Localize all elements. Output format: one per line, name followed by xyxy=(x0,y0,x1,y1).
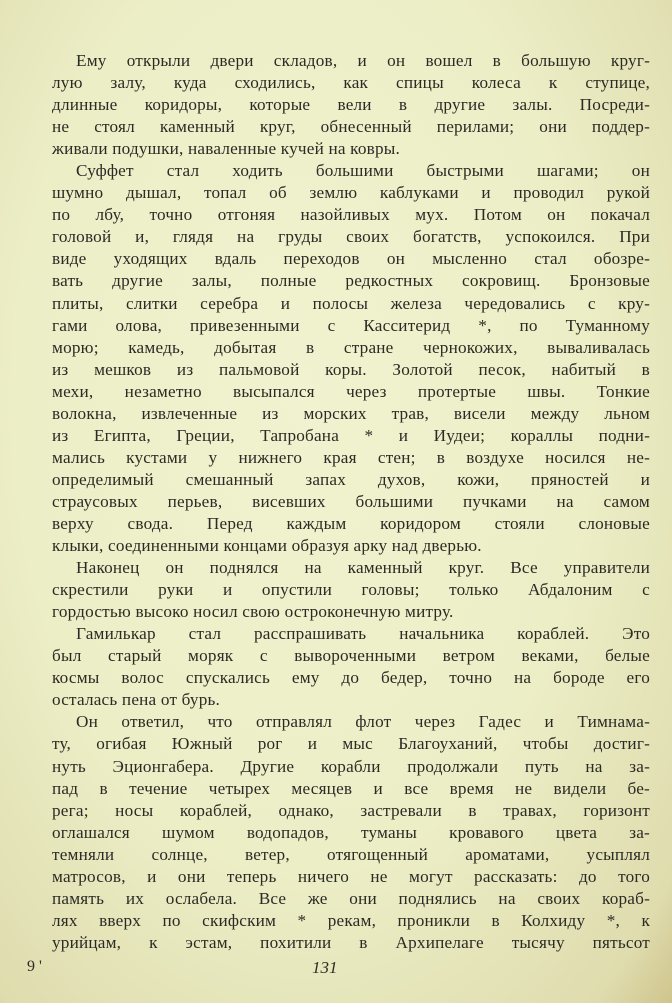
text-line: из Египта, Греции, Тапробана * и Иудеи; кораллы подни- xyxy=(52,425,650,445)
text-line: лях вверх по скифским * рекам, проникли в Колхиду *, к xyxy=(52,910,650,930)
text-line: шумно дышал, топал об землю каблуками и проводил рукой xyxy=(52,183,650,203)
page-text xyxy=(52,50,650,954)
text-line: не стоял каменный круг, обнесенный перилами; они поддер- xyxy=(52,117,650,137)
text-line: гордостью высоко носил свою остроконечную митру. xyxy=(52,602,454,622)
text-line: память их ослабела. Все же они поднялись на своих кораб- xyxy=(52,888,650,908)
text-line: Гамилькар стал расспрашивать начальника кораблей. Это xyxy=(76,624,650,644)
text-line: был старый моряк с вывороченными ветром веками, белые xyxy=(52,646,650,666)
text-line: осталась пена от бурь. xyxy=(52,690,221,710)
text-line: головой и, глядя на груды своих богатств, успокоился. При xyxy=(52,227,650,247)
text-line: мехи, незаметно высыпался через протертые швы. Тонкие xyxy=(52,381,650,401)
text-line: по лбу, точно отгоняя назойливых мух. Потом он покачал xyxy=(52,205,650,225)
text-line: верху свода. Перед каждым коридором стояли слоновые xyxy=(52,513,650,533)
text-line: страусовых перьев, висевших большими пучками на самом xyxy=(52,491,650,511)
text-line: морю; камедь, добытая в стране чернокожих, вываливалась xyxy=(52,337,650,357)
text-line: пад в течение четырех месяцев и все время не видели бе- xyxy=(52,778,650,798)
text-line: лую залу, куда сходились, как спицы колеса к ступице, xyxy=(52,73,650,93)
text-line: скрестили руки и опустили головы; только Абдалоним с xyxy=(52,580,650,600)
text-line: урийцам, к эстам, похитили в Архипелаге тысячу пятьсот xyxy=(52,932,650,952)
text-line: Он ответил, что отправлял флот через Гадес и Тимнама- xyxy=(76,712,650,732)
text-line: космы волос спускались ему до бедер, точно на бороде его xyxy=(52,668,650,688)
text-line: виде уходящих вдаль переходов он мысленно стал обозре- xyxy=(52,249,650,269)
text-line: нуть Эционгабера. Другие корабли продолжали путь на за- xyxy=(52,756,650,776)
text-line: гами олова, привезенными с Касситерид *, по Туманному xyxy=(52,315,650,335)
text-line: определимый смешанный запах духов, кожи, пряностей и xyxy=(52,469,650,489)
text-line: живали подушки, наваленные кучей на ковры. xyxy=(52,139,401,159)
signature-mark: 9 ' xyxy=(27,958,42,975)
text-line: темняли солнце, ветер, отягощенный ароматами, усыплял xyxy=(52,844,650,864)
text-line: матросов, и они теперь ничего не могут рассказать: до того xyxy=(52,866,650,886)
text-line: Суффет стал ходить большими быстрыми шагами; он xyxy=(76,161,650,181)
text-line: мались кустами у нижнего края стен; в воздухе носился не- xyxy=(52,447,650,467)
text-line: плиты, слитки серебра и полосы железа чередовались с кру- xyxy=(52,293,650,313)
text-line: вать другие залы, полные редкостных сокровищ. Бронзовые xyxy=(52,271,650,291)
text-line: рега; носы кораблей, однако, застревали в травах, горизонт xyxy=(52,800,650,820)
text-line: из мешков из пальмовой коры. Золотой песок, набитый в xyxy=(52,359,650,379)
text-line: Наконец он поднялся на каменный круг. Все управители xyxy=(76,558,650,578)
text-line: волокна, извлеченные из морских трав, висели между льном xyxy=(52,403,650,423)
text-line: длинные коридоры, которые вели в другие залы. Посреди- xyxy=(52,95,650,115)
page-number: 131 xyxy=(312,958,338,977)
text-line: оглашался шумом водопадов, туманы кровавого цвета за- xyxy=(52,822,650,842)
text-line: ту, огибая Южный рог и мыс Благоуханий, чтобы достиг- xyxy=(52,734,650,754)
text-line: клыки, соединенными концами образуя арку над дверью. xyxy=(52,536,482,556)
text-line: Ему открыли двери складов, и он вошел в большую круг- xyxy=(76,51,650,70)
